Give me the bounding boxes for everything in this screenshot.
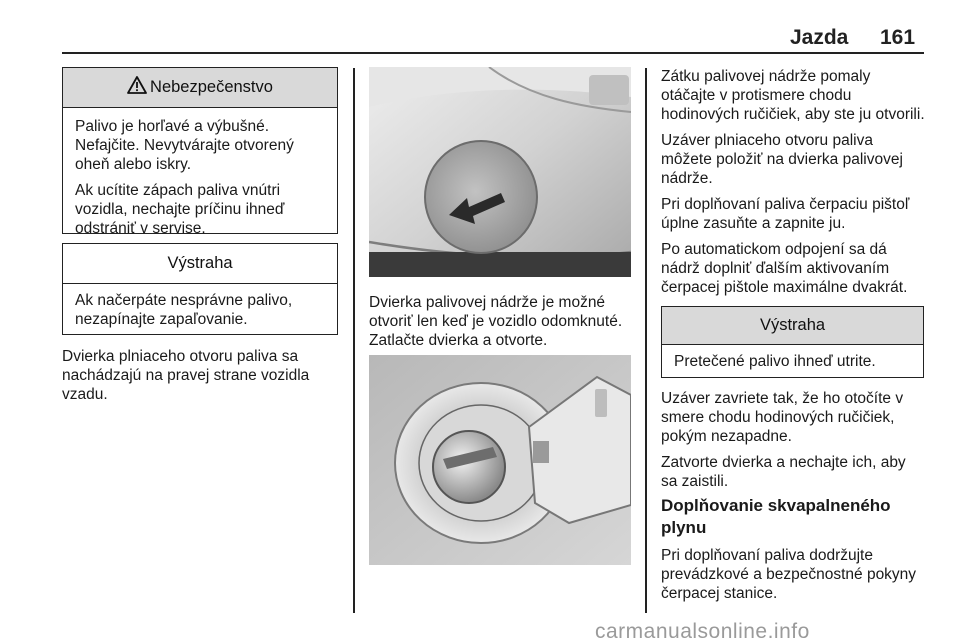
caution-right-paragraph: Pretečené palivo ihneď utrite. — [674, 353, 876, 370]
right-body-top — [661, 67, 926, 304]
column-divider-left — [353, 68, 355, 613]
danger-box-body — [63, 108, 337, 246]
caution-box-right-header — [662, 307, 923, 345]
danger-box — [62, 67, 338, 237]
watermark: carmanualsonline.info — [595, 620, 810, 643]
caution-box-right-body — [662, 345, 923, 379]
danger-box-title: Nebezpečenstvo — [150, 78, 273, 96]
caution-box-right-title: Výstraha — [759, 316, 826, 334]
page-header-title: Jazda — [790, 26, 849, 49]
column-divider-right — [645, 68, 647, 613]
caution-box-left — [62, 243, 338, 335]
caution-box-left-body — [63, 284, 337, 337]
caution-left-paragraph: Ak načerpáte nesprávne palivo, nezapínajte zapaľovanie. — [75, 292, 293, 328]
left-body-paragraph: Dvierka plniaceho otvoru paliva sa nachádzajú na pravej strane vozidla vzadu. — [62, 348, 310, 403]
right-paragraph-3: Pri doplňovaní paliva čerpaciu pištoľ úplne zasuňte a zapnite ju. — [661, 196, 910, 232]
right-paragraph-5: Uzáver zavriete tak, že ho otočíte v smere chodu hodinových ručičiek, pokým nezapadne. — [661, 390, 904, 445]
caution-box-right — [661, 306, 924, 378]
left-body-text — [62, 347, 338, 411]
middle-caption — [369, 293, 634, 357]
warning-triangle-icon — [127, 76, 147, 99]
fuel-door-open-photo — [369, 355, 631, 565]
caution-box-left-header — [63, 244, 337, 284]
caution-box-left-title: Výstraha — [167, 254, 233, 272]
right-paragraph-6: Zatvorte dvierka a nechajte ich, aby sa zaistili. — [661, 454, 906, 490]
right-paragraph-4: Po automatickom odpojení sa dá nádrž doplniť ďalším aktivovaním čerpacej pištole maximálne dvakrát. — [661, 241, 908, 296]
right-body-mid — [661, 389, 926, 498]
right-body-bottom — [661, 546, 926, 610]
danger-paragraph-2: Ak ucítite zápach paliva vnútri vozidla, nechajte príčinu ihneď odstrániť v servise. — [75, 182, 285, 237]
right-paragraph-2: Uzáver plniaceho otvoru paliva môžete položiť na dvierka palivovej nádrže. — [661, 132, 903, 187]
page-number: 161 — [880, 26, 916, 49]
section-heading-lpg: Doplňovanie skvapalneného plynu — [661, 496, 891, 537]
right-paragraph-1: Zátku palivovej nádrže pomaly otáčajte v protismere chodu hodinových ručičiek, aby ste ju otvorili. — [661, 68, 925, 123]
header-divider — [62, 52, 924, 54]
danger-paragraph-1: Palivo je horľavé a výbušné. Nefajčite. Nevytvárajte otvorený oheň alebo iskry. — [75, 118, 294, 173]
fuel-door-closed-photo — [369, 67, 631, 277]
right-paragraph-7: Pri doplňovaní paliva dodržujte prevádzkové a bezpečnostné pokyny čerpacej stanice. — [661, 547, 917, 602]
fuel-door-caption: Dvierka palivovej nádrže je možné otvoriť len keď je vozidlo odomknuté. Zatlačte dvierka a otvorte. — [369, 294, 623, 349]
danger-box-header — [63, 68, 337, 108]
